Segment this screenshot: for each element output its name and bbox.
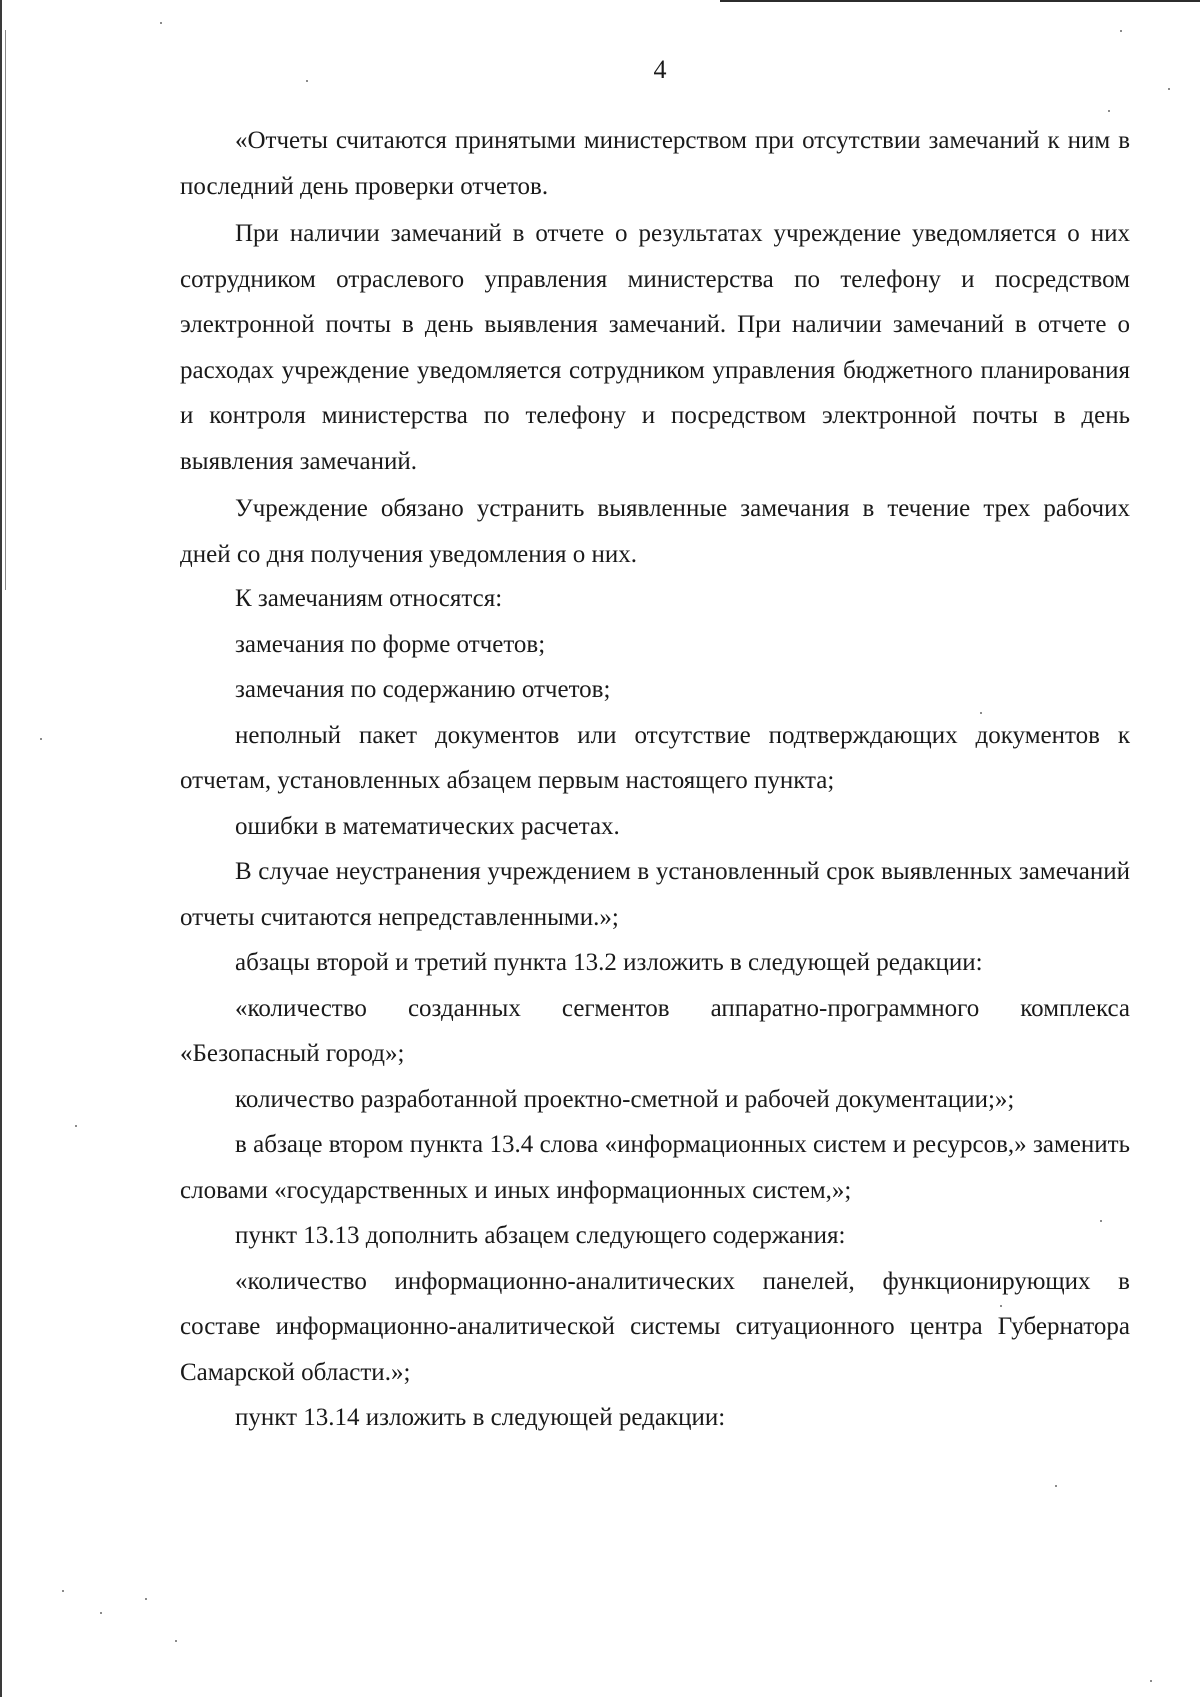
- scan-left-edge: [0, 0, 2, 1697]
- scan-speck: [306, 80, 308, 82]
- scan-speck: [160, 22, 162, 24]
- scan-speck: [1150, 1680, 1152, 1682]
- paragraph: в абзаце втором пункта 13.4 слова «информационных систем и ресурсов,» заменить словами «государственных и иных информационных систем,»;: [180, 1131, 1130, 1204]
- paragraph: «количество созданных сегментов аппаратно-программного комплекса «Безопасный город»;: [180, 994, 1130, 1067]
- paragraph: абзацы второй и третий пункта 13.2 изложить в следующей редакции:: [235, 949, 983, 976]
- scan-speck: [1168, 88, 1170, 90]
- scan-speck: [1055, 1485, 1057, 1487]
- paragraph: В случае неустранения учреждением в установленный срок выявленных замечаний отчеты считаются непредставленными.»;: [180, 858, 1130, 931]
- scan-speck: [1108, 110, 1110, 112]
- scan-speck: [62, 1590, 64, 1592]
- paragraph: При наличии замечаний в отчете о результатах учреждение уведомляется о них сотрудником отраслевого управления министерства по телефону и посредством электронной почты в день выявления замечаний. При наличии замечаний в отчете о расходах учреждение уведомляется сотрудником управления бюджетного планирования и контроля министерства по телефону и посредством электронной почты в день выявления замечаний.: [180, 220, 1130, 475]
- scan-speck: [175, 1640, 177, 1642]
- paragraph: замечания по форме отчетов;: [235, 630, 546, 658]
- scan-speck: [1100, 1220, 1102, 1222]
- paragraph: количество разработанной проектно-сметной и рабочей документации;»;: [235, 1085, 1015, 1113]
- scan-speck: [40, 738, 42, 740]
- paragraph: «Отчеты считаются принятыми министерством при отсутствии замечаний к ним в последний день проверки отчетов.: [180, 127, 1130, 200]
- paragraph: пункт 13.14 изложить в следующей редакции:: [235, 1404, 726, 1431]
- paragraph: Учреждение обязано устранить выявленные замечания в течение трех рабочих дней со дня получения уведомления о них.: [180, 495, 1130, 568]
- scan-speck: [1000, 1305, 1002, 1307]
- paragraph: ошибки в математических расчетах.: [235, 812, 620, 840]
- paragraph: пункт 13.13 дополнить абзацем следующего содержания:: [235, 1222, 846, 1249]
- scan-speck: [1120, 30, 1122, 32]
- scan-left-edge-inner: [5, 30, 6, 590]
- scan-speck: [145, 1598, 147, 1600]
- scan-speck: [980, 712, 982, 714]
- paragraph: «количество информационно-аналитических панелей, функционирующих в составе информационно-аналитической системы ситуационного центра Губернатора Самарской области.»;: [180, 1267, 1130, 1386]
- document-body: [180, 118, 1130, 1441]
- paragraph: К замечаниям относятся:: [235, 585, 503, 612]
- scan-speck: [75, 1125, 77, 1127]
- scan-speck: [100, 1612, 102, 1614]
- page-number: 4: [653, 55, 667, 84]
- paragraph: неполный пакет документов или отсутствие подтверждающих документов к отчетам, установленных абзацем первым настоящего пункта;: [180, 721, 1130, 794]
- scan-top-rule: [720, 0, 1200, 2]
- paragraph: замечания по содержанию отчетов;: [235, 676, 611, 703]
